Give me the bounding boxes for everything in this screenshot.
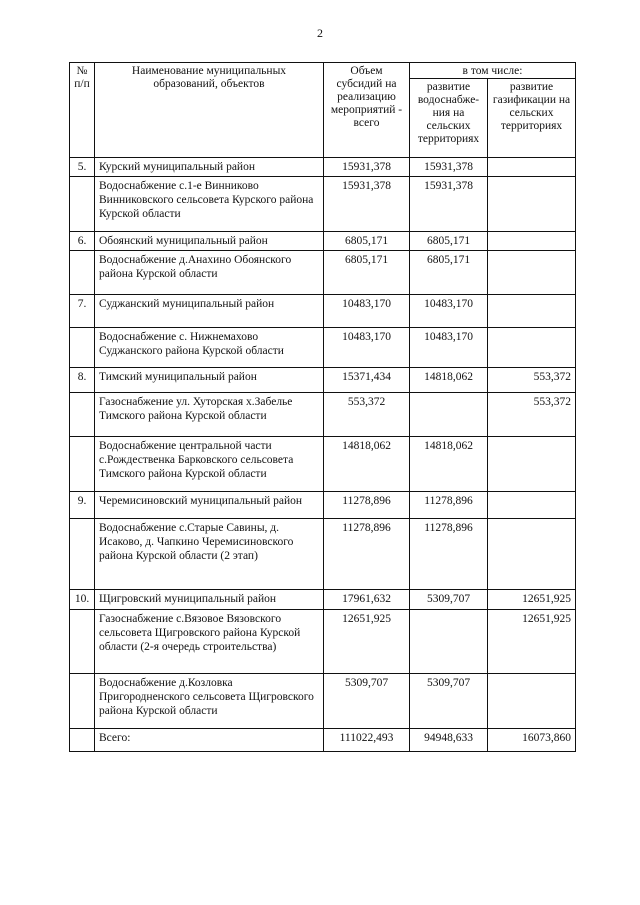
row-gas — [488, 232, 576, 251]
row-num — [70, 610, 95, 674]
row-total: 15371,434 — [324, 368, 410, 393]
row-gas — [488, 492, 576, 519]
row-water — [410, 610, 488, 674]
table-row — [70, 177, 576, 232]
table-row — [70, 328, 576, 368]
header-num: № п/п — [70, 63, 95, 158]
row-gas: 12651,925 — [488, 610, 576, 674]
row-num — [70, 437, 95, 492]
header-including: в том числе: — [410, 63, 576, 79]
row-name: Водоснабжение с.Старые Савины, д. Исаково, д. Чапкино Черемисиновского района Курской области (2 этап) — [95, 519, 324, 590]
row-gas: 553,372 — [488, 393, 576, 437]
row-gas: 12651,925 — [488, 590, 576, 610]
row-num — [70, 674, 95, 729]
row-name: Обоянский муниципальный район — [95, 232, 324, 251]
table-row — [70, 729, 576, 752]
row-num — [70, 519, 95, 590]
row-total: 11278,896 — [324, 519, 410, 590]
row-water: 11278,896 — [410, 492, 488, 519]
row-name: Тимский муниципальный район — [95, 368, 324, 393]
table-row — [70, 232, 576, 251]
row-water: 10483,170 — [410, 295, 488, 328]
row-name: Водоснабжение центральной части с.Рождественка Барковского сельсовета Тимского района Курской области — [95, 437, 324, 492]
row-gas — [488, 177, 576, 232]
row-water: 15931,378 — [410, 177, 488, 232]
row-name: Водоснабжение д.Козловка Пригородненского сельсовета Щигровского района Курской области — [95, 674, 324, 729]
row-name: Курский муниципальный район — [95, 158, 324, 177]
row-total: 17961,632 — [324, 590, 410, 610]
row-name: Газоснабжение с.Вязовое Вязовского сельсовета Щигровского района Курской области (2-я очередь строительства) — [95, 610, 324, 674]
row-name: Черемисиновский муниципальный район — [95, 492, 324, 519]
row-water: 15931,378 — [410, 158, 488, 177]
row-total: 15931,378 — [324, 177, 410, 232]
header-total: Объем субсидий на реализацию мероприятий - всего — [324, 63, 410, 158]
row-gas — [488, 295, 576, 328]
row-gas — [488, 437, 576, 492]
row-water: 94948,633 — [410, 729, 488, 752]
row-name: Водоснабжение с. Нижнемахово Суджанского района Курской области — [95, 328, 324, 368]
row-num: 10. — [70, 590, 95, 610]
table-row — [70, 674, 576, 729]
row-gas: 553,372 — [488, 368, 576, 393]
row-gas: 16073,860 — [488, 729, 576, 752]
row-num — [70, 177, 95, 232]
row-gas — [488, 158, 576, 177]
header-name: Наименование муниципальных образований, объектов — [95, 63, 324, 158]
row-total: 14818,062 — [324, 437, 410, 492]
row-name: Водоснабжение д.Анахино Обоянского района Курской области — [95, 251, 324, 295]
row-num: 5. — [70, 158, 95, 177]
row-num: 9. — [70, 492, 95, 519]
table-row — [70, 437, 576, 492]
row-num: 8. — [70, 368, 95, 393]
header-gas: развитие газификации на сельских территориях — [488, 79, 576, 158]
row-water: 14818,062 — [410, 437, 488, 492]
subsidy-table — [69, 62, 576, 752]
row-water: 5309,707 — [410, 674, 488, 729]
row-total: 6805,171 — [324, 232, 410, 251]
row-num — [70, 251, 95, 295]
table-row — [70, 590, 576, 610]
row-gas — [488, 519, 576, 590]
row-total: 10483,170 — [324, 328, 410, 368]
row-water: 11278,896 — [410, 519, 488, 590]
row-water: 6805,171 — [410, 232, 488, 251]
row-total: 11278,896 — [324, 492, 410, 519]
row-total: 6805,171 — [324, 251, 410, 295]
table-row — [70, 492, 576, 519]
row-gas — [488, 328, 576, 368]
row-total: 10483,170 — [324, 295, 410, 328]
table-row — [70, 519, 576, 590]
table-row — [70, 368, 576, 393]
row-water: 14818,062 — [410, 368, 488, 393]
row-name: Суджанский муниципальный район — [95, 295, 324, 328]
row-gas — [488, 251, 576, 295]
row-num: 7. — [70, 295, 95, 328]
row-name: Газоснабжение ул. Хуторская х.Забелье Тимского района Курской области — [95, 393, 324, 437]
row-total: 12651,925 — [324, 610, 410, 674]
table-row — [70, 295, 576, 328]
row-water — [410, 393, 488, 437]
row-name: Водоснабжение с.1-е Винниково Винниковского сельсовета Курского района Курской области — [95, 177, 324, 232]
table-row — [70, 251, 576, 295]
row-num — [70, 393, 95, 437]
table-row — [70, 610, 576, 674]
table-row — [70, 393, 576, 437]
row-num — [70, 729, 95, 752]
row-gas — [488, 674, 576, 729]
header-water: развитие водоснабже-ния на сельских территориях — [410, 79, 488, 158]
table-row — [70, 158, 576, 177]
row-num: 6. — [70, 232, 95, 251]
row-water: 5309,707 — [410, 590, 488, 610]
page-number: 2 — [317, 26, 323, 40]
row-num — [70, 328, 95, 368]
row-water: 10483,170 — [410, 328, 488, 368]
row-total: 553,372 — [324, 393, 410, 437]
row-total: 15931,378 — [324, 158, 410, 177]
row-total: 111022,493 — [324, 729, 410, 752]
row-name: Щигровский муниципальный район — [95, 590, 324, 610]
row-water: 6805,171 — [410, 251, 488, 295]
row-name: Всего: — [95, 729, 324, 752]
row-total: 5309,707 — [324, 674, 410, 729]
